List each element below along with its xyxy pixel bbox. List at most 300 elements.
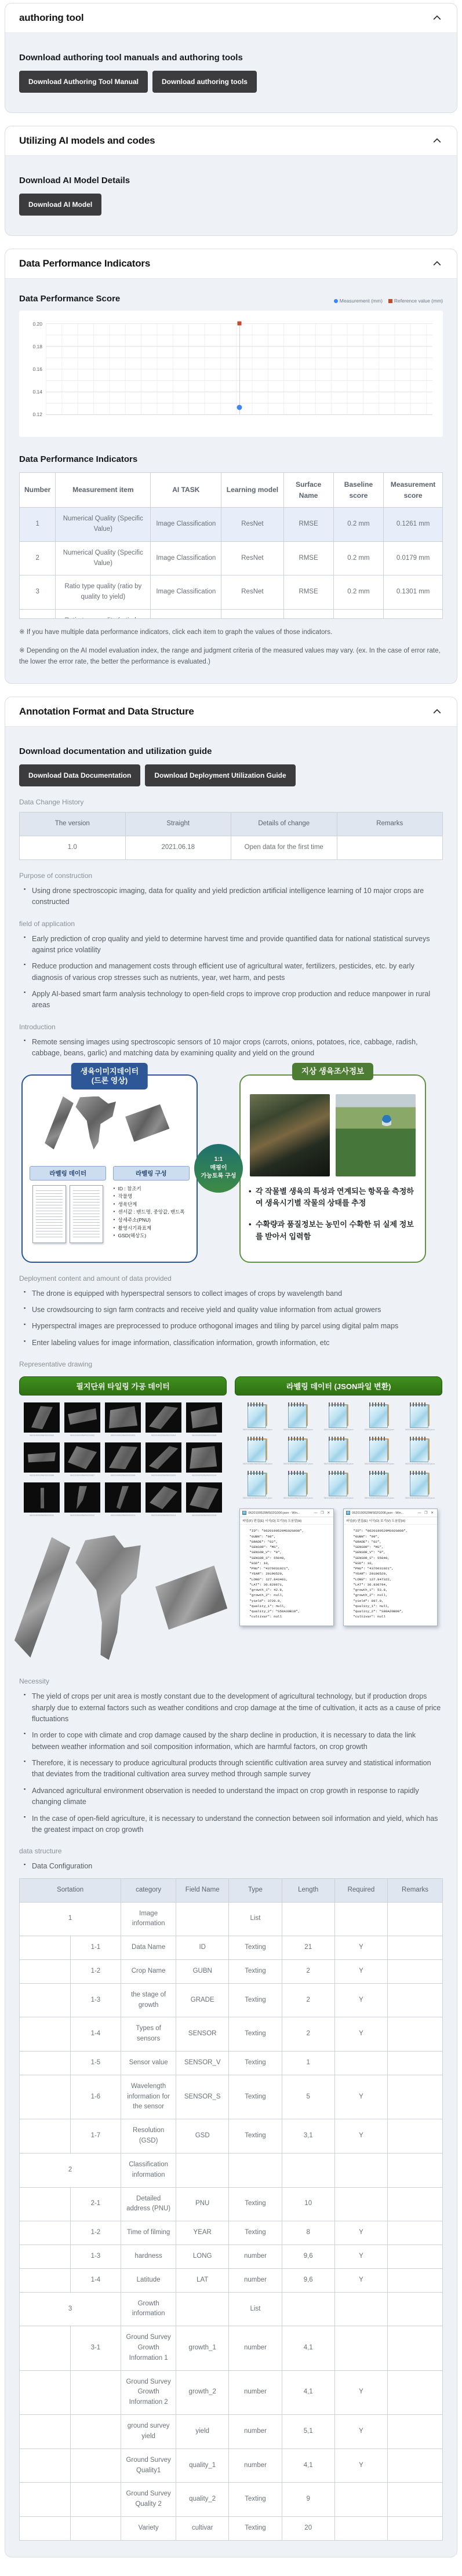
y-tick-label: 0.16 (32, 366, 42, 372)
table-cell: The version (20, 812, 126, 836)
json-caption: 0620190529MS02G014.json (364, 1496, 394, 1500)
table-cell[interactable]: Latitude (121, 2268, 176, 2292)
table-cell[interactable]: 1-1 (70, 1936, 121, 1960)
growth-image-data-title: 생육이미지데이터 (드론 영상) (71, 1063, 148, 1090)
table-cell[interactable]: SENSOR_V (176, 2052, 229, 2075)
table-cell[interactable] (388, 2370, 443, 2414)
field-of-application-list (19, 934, 443, 1011)
table-cell[interactable] (20, 2245, 71, 2268)
annotation-format-section (5, 697, 457, 2557)
table-cell[interactable]: Texting (229, 1983, 282, 2017)
table-cell[interactable]: Texting (229, 2187, 282, 2221)
table-cell[interactable]: List (229, 1902, 282, 1936)
table-cell[interactable]: 1 (20, 1902, 121, 1936)
ai-models-body (5, 156, 457, 235)
bullet-item: ▪ The drone is equipped with hyperspectral sensors to collect images of crops by wavelength band (19, 1288, 443, 1299)
table-cell[interactable]: Y (334, 2221, 387, 2245)
table-cell[interactable]: 3-1 (70, 2326, 121, 2370)
download-heading: Download authoring tool manuals and authoring tools (19, 53, 243, 63)
table-cell[interactable] (20, 2221, 71, 2245)
table-cell[interactable]: GRADE (176, 1983, 229, 2017)
table-cell[interactable] (176, 1902, 229, 1936)
table-cell[interactable]: number (229, 2245, 282, 2268)
table-cell[interactable] (56, 610, 151, 619)
table-cell[interactable] (151, 610, 221, 619)
y-tick-label: 0.12 (32, 411, 42, 417)
table-cell[interactable] (334, 2483, 387, 2517)
table-cell[interactable]: Y (334, 1936, 387, 1960)
crop-sample-images (30, 1095, 190, 1151)
table-cell[interactable] (20, 2268, 71, 2292)
table-cell[interactable]: ResNet (221, 508, 283, 542)
table-cell[interactable] (70, 2370, 121, 2414)
table-cell[interactable]: Detailed address (PNU) (121, 2187, 176, 2221)
data-change-history-table (19, 812, 443, 860)
download-deployment-utilization-guide-button[interactable]: Download Deployment Utilization Guide (145, 764, 295, 786)
json-caption: 0620190529MS02G003.json (323, 1428, 354, 1431)
table-cell: Measurement item (56, 473, 151, 508)
composition-item: • 센서값 : 밴드명, 중앙값, 밴드폭 (113, 1208, 190, 1216)
table-cell[interactable] (20, 2449, 71, 2483)
json-file-icon (361, 1437, 397, 1465)
table-cell[interactable] (20, 2370, 71, 2414)
table-cell[interactable]: Growth information (121, 2292, 176, 2326)
table-cell[interactable] (388, 2292, 443, 2326)
table-cell[interactable]: PNU (176, 2187, 229, 2221)
json-file-icon (239, 1402, 275, 1431)
table-cell[interactable]: 0.2 mm (333, 575, 383, 610)
table-cell[interactable]: yield (176, 2415, 229, 2449)
table-cell[interactable] (70, 2449, 121, 2483)
table-cell[interactable]: RMSE (283, 575, 333, 610)
table-cell[interactable] (388, 2245, 443, 2268)
notepad-menu-bar[interactable]: 파일(F) 편집(E) 서식(O) 보기(V) 도움말(H) (240, 1517, 333, 1525)
json-file-icon (321, 1471, 356, 1499)
table-cell[interactable]: 1 (20, 508, 56, 542)
tile-caption: 0620190529MS02G004 (151, 1434, 176, 1437)
table-cell[interactable] (334, 1902, 387, 1936)
table-cell: Remarks (337, 812, 443, 836)
table-cell[interactable]: Y (334, 1983, 387, 2017)
notepad-icon (242, 1511, 246, 1515)
table-cell[interactable] (388, 1983, 443, 2017)
json-content: "ID": "0620190529MS02G000", "GUBN": "08", "GRADE": "02", "SENSOR": "MS", "SENSOR_V": "0", "SENSOR_S": 55040, "GSD": 10, "PNU": "4376031021", "YEAR": 20190529, "LONG": 127.843401, "LAT": 36.828671, "growth_1": 42.8, "growth_2": null, "yield": 3720.9, "quality_1": null, "quality_2": "S50A30B10", "cultivar": null (249, 1529, 304, 1619)
chevron-up-icon[interactable] (431, 706, 443, 717)
table-cell[interactable]: Y (334, 2075, 387, 2119)
table-cell[interactable] (388, 2075, 443, 2119)
table-cell[interactable]: Y (334, 2415, 387, 2449)
tile-image (64, 1402, 100, 1437)
table-cell[interactable]: 1.0 (20, 836, 126, 859)
table-cell[interactable]: Texting (229, 1959, 282, 1983)
table-cell[interactable]: Texting (229, 2221, 282, 2245)
table-cell[interactable] (20, 1983, 71, 2017)
table-cell[interactable] (388, 2052, 443, 2075)
json-caption: 0620190529MS02G006.json (242, 1462, 272, 1466)
table-cell[interactable]: 0.1301 mm (384, 575, 443, 610)
table-cell[interactable]: number (229, 2415, 282, 2449)
table-cell[interactable] (282, 1902, 334, 1936)
table-cell[interactable] (20, 2326, 71, 2370)
table-cell[interactable] (388, 2326, 443, 2370)
table-cell[interactable]: 9,6 (282, 2268, 334, 2292)
table-cell[interactable]: the stage of growth (121, 1983, 176, 2017)
table-cell[interactable]: number (229, 2326, 282, 2370)
table-cell[interactable] (20, 2187, 71, 2221)
labeling-json-header: 라벨링 데이터 (JSON파일 변환) (235, 1376, 442, 1396)
tile-caption: 0620190529MS02G009 (151, 1474, 176, 1477)
table-cell[interactable]: Sensor value (121, 2052, 176, 2075)
table-cell[interactable]: 2-1 (70, 2187, 121, 2221)
table-cell[interactable]: ID (176, 1936, 229, 1960)
table-cell[interactable]: 1 (282, 2052, 334, 2075)
json-document-thumbnail (70, 1185, 103, 1243)
accordion-header-authoring-tool[interactable] (5, 3, 457, 33)
measurement-point[interactable] (237, 405, 242, 410)
table-cell[interactable]: 3,1 (282, 2119, 334, 2154)
tile-caption: 0620190529MS02G000 (29, 1434, 54, 1437)
chevron-up-icon[interactable] (431, 258, 443, 269)
table-cell[interactable] (388, 2268, 443, 2292)
table-cell[interactable] (20, 2119, 71, 2154)
table-cell[interactable]: Texting (229, 1936, 282, 1960)
ground-survey-info-title: 지상 생육조사정보 (292, 1063, 373, 1081)
tile-image (24, 1442, 60, 1477)
table-cell[interactable]: Numerical Quality (Specific Value) (56, 541, 151, 575)
table-cell[interactable]: 1-7 (70, 2119, 121, 2154)
table-cell[interactable]: Resolution (GSD) (121, 2119, 176, 2154)
json-caption: 0620190529MS02G007.json (283, 1462, 313, 1466)
tile-caption: 0620190529MS02G002 (70, 1434, 95, 1437)
table-cell[interactable]: 1-4 (70, 2017, 121, 2052)
table-cell[interactable]: 2 (20, 541, 56, 575)
table-cell[interactable]: Image Classification (151, 575, 221, 610)
authoring-tool-section (5, 3, 457, 113)
table-cell[interactable] (334, 2292, 387, 2326)
json-caption: 0620190529MS02G008.json (323, 1462, 354, 1466)
center-gridline (239, 323, 240, 414)
window-title: 0620190529MS02G000.json - Win... (248, 1511, 300, 1515)
table-cell[interactable]: hardness (121, 2245, 176, 2268)
table-cell[interactable]: Texting (229, 2483, 282, 2517)
section-title: Data Performance Indicators (19, 258, 151, 269)
table-cell[interactable]: 2 (282, 2017, 334, 2052)
json-content: "ID": "0620190529MS02G008", "GUBN": "09", "GRADE": "02", "SENSOR": "MS", "SENSOR_V": "0", "SENSOR_S": 55040, "GSD": 10, "PNU": "4376031021", "YEAR": 20190529, "LONG": 127.847322, "LAT": 36.830794, "growth_1": 53.8, "growth_2": null, "yield": 897.0, "quality_1": null, "quality_2": "S80A20B00", "cultivar": null (353, 1529, 408, 1619)
notepad-icon (346, 1511, 350, 1515)
indicators-table-clip[interactable] (19, 472, 443, 619)
json-caption: 0620190529MS02G004.json (364, 1428, 394, 1431)
table-cell[interactable]: Crop Name (121, 1959, 176, 1983)
download-data-documentation-button[interactable]: Download Data Documentation (19, 764, 140, 786)
table-cell[interactable]: Time of filming (121, 2221, 176, 2245)
table-cell[interactable]: number (229, 2370, 282, 2414)
table-cell[interactable]: 1-2 (70, 2221, 121, 2245)
table-cell[interactable]: YEAR (176, 2221, 229, 2245)
reference-value-point[interactable] (237, 322, 241, 326)
download-authoring-tool-manual-button[interactable]: Download Authoring Tool Manual (19, 71, 148, 93)
table-cell[interactable] (20, 2415, 71, 2449)
composition-item: • 촬영시기좌표계 (113, 1225, 190, 1233)
table-cell[interactable]: 10 (282, 2187, 334, 2221)
table-cell[interactable]: Y (334, 2370, 387, 2414)
y-tick-label: 0.14 (32, 389, 42, 395)
window-controls[interactable]: — ❐ ✕ (314, 1511, 332, 1515)
table-cell[interactable]: 2 (20, 2153, 121, 2187)
table-cell[interactable]: GUBN (176, 1959, 229, 1983)
table-cell[interactable]: Classification information (121, 2153, 176, 2187)
table-cell[interactable]: Y (334, 2245, 387, 2268)
table-cell[interactable] (176, 2292, 229, 2326)
table-cell[interactable]: 0.0179 mm (384, 541, 443, 575)
table-cell[interactable]: Variety (121, 2516, 176, 2540)
field-measurement-photo (250, 1094, 330, 1176)
table-cell[interactable]: quality_1 (176, 2449, 229, 2483)
table-cell[interactable]: LAT (176, 2268, 229, 2292)
table-cell[interactable]: SENSOR (176, 2017, 229, 2052)
table-cell[interactable]: cultivar (176, 2516, 229, 2540)
table-cell[interactable]: Texting (229, 2119, 282, 2154)
table-cell[interactable]: Texting (229, 2516, 282, 2540)
table-cell[interactable]: Data Name (121, 1936, 176, 1960)
deployment-content-label: Deployment content and amount of data provided (19, 1274, 172, 1282)
data-performance-indicators-table (19, 472, 443, 619)
table-cell[interactable]: 0.2 mm (333, 541, 383, 575)
table-cell[interactable] (388, 2119, 443, 2154)
table-cell[interactable]: RMSE (283, 541, 333, 575)
table-cell[interactable] (20, 1936, 71, 1960)
crop-image (75, 1096, 118, 1150)
table-cell[interactable]: SENSOR_S (176, 2075, 229, 2119)
accordion-header-annotation-format[interactable] (5, 697, 457, 727)
section-title: authoring tool (19, 12, 84, 23)
table-cell[interactable]: Numerical Quality (Specific Value) (56, 508, 151, 542)
bullet-item: ▪ Data Configuration (19, 1861, 443, 1872)
download-ai-model-button[interactable]: Download AI Model (19, 194, 101, 216)
table-cell[interactable]: Image Classification (151, 541, 221, 575)
table-cell[interactable] (388, 2017, 443, 2052)
table-cell[interactable] (334, 2516, 387, 2540)
table-cell[interactable] (388, 2187, 443, 2221)
table-cell: Surface Name (283, 473, 333, 508)
table-cell[interactable]: 5,1 (282, 2415, 334, 2449)
table-cell[interactable] (333, 610, 383, 619)
table-cell[interactable]: Ratio type quality (ratio by quality to yield) (56, 575, 151, 610)
table-cell[interactable] (20, 2052, 71, 2075)
table-cell[interactable]: number (229, 2449, 282, 2483)
table-cell[interactable]: Y (334, 2017, 387, 2052)
tile-caption: 0620190529MS02G012 (70, 1514, 95, 1517)
table-cell[interactable] (20, 2483, 71, 2517)
table-cell[interactable]: Open data for the first time (231, 836, 337, 859)
representative-drawing (19, 1376, 443, 1666)
table-cell[interactable] (70, 2483, 121, 2517)
table-cell[interactable]: 1-3 (70, 1983, 121, 2017)
table-cell[interactable]: Ground Survey Quality1 (121, 2449, 176, 2483)
table-cell[interactable] (282, 2292, 334, 2326)
table-cell[interactable]: LONG (176, 2245, 229, 2268)
table-cell[interactable] (221, 610, 283, 619)
table-cell[interactable]: ResNet (221, 541, 283, 575)
table-cell: Type (229, 1878, 282, 1902)
json-file-icon (239, 1437, 275, 1465)
table-cell[interactable]: Y (334, 2119, 387, 2154)
json-file-icon (321, 1437, 356, 1465)
tile-image-grid (19, 1396, 227, 1520)
download-authoring-tools-button[interactable]: Download authoring tools (152, 71, 257, 93)
table-cell[interactable]: quality_2 (176, 2483, 229, 2517)
tile-image (64, 1482, 100, 1517)
table-cell[interactable] (334, 2153, 387, 2187)
table-cell[interactable]: Image information (121, 1902, 176, 1936)
data-performance-section (5, 249, 457, 684)
authoring-tool-body (5, 33, 457, 112)
table-cell[interactable]: 1-6 (70, 2075, 121, 2119)
window-title: 0620190529MS02G008.json - Win... (352, 1511, 404, 1515)
table-cell: Baseline score (333, 473, 383, 508)
composition-item: • 생육단계 (113, 1201, 190, 1209)
table-cell[interactable]: Texting (229, 2075, 282, 2119)
table-cell[interactable]: 4,1 (282, 2326, 334, 2370)
table-cell[interactable] (337, 836, 443, 859)
table-cell[interactable]: number (229, 2268, 282, 2292)
table-cell[interactable] (334, 2052, 387, 2075)
table-cell[interactable]: Y (334, 1959, 387, 1983)
table-cell[interactable] (20, 1959, 71, 1983)
table-cell[interactable] (384, 610, 443, 619)
table-cell[interactable] (176, 2153, 229, 2187)
table-cell[interactable] (20, 2516, 71, 2540)
table-cell[interactable] (20, 2017, 71, 2052)
table-cell: Length (282, 1878, 334, 1902)
table-cell[interactable]: Texting (229, 2017, 282, 2052)
table-cell[interactable] (388, 1959, 443, 1983)
table-cell[interactable] (70, 2516, 121, 2540)
table-cell[interactable]: 3 (20, 575, 56, 610)
composition-item: • 상세주소(PNU) (113, 1216, 190, 1225)
table-cell[interactable] (388, 2449, 443, 2483)
table-cell[interactable]: 2 (282, 1959, 334, 1983)
table-cell[interactable]: 9 (282, 2483, 334, 2517)
table-cell[interactable]: 1-2 (70, 1959, 121, 1983)
table-cell[interactable] (388, 2221, 443, 2245)
table-cell[interactable]: 1-5 (70, 2052, 121, 2075)
table-cell[interactable]: 2 (282, 1983, 334, 2017)
labeling-data-pill: 라벨링 데이터 (30, 1166, 106, 1180)
chevron-up-icon[interactable] (431, 135, 443, 147)
table-cell[interactable]: RMSE (283, 508, 333, 542)
table-cell[interactable] (388, 2153, 443, 2187)
table-cell: Measurement score (384, 473, 443, 508)
accordion-header-data-performance[interactable] (5, 249, 457, 279)
table-cell[interactable]: 1-3 (70, 2245, 121, 2268)
tile-image (186, 1402, 222, 1437)
table-cell[interactable]: 4,1 (282, 2370, 334, 2414)
table-cell[interactable]: 21 (282, 1936, 334, 1960)
table-cell[interactable] (388, 2483, 443, 2517)
tile-caption: 0620190529MS02G008 (110, 1474, 136, 1477)
table-cell[interactable]: 0.2 mm (333, 508, 383, 542)
json-file-icon (402, 1402, 438, 1431)
table-cell[interactable]: 8 (282, 2221, 334, 2245)
table-cell[interactable]: GSD (176, 2119, 229, 2154)
table-cell[interactable]: growth_1 (176, 2326, 229, 2370)
bullet-item: ▪ Using drone spectroscopic imaging, data for quality and yield prediction artificial intelligence learning of 10 major crops are constructed (19, 886, 443, 908)
table-cell[interactable]: Ground Survey Growth Information 1 (121, 2326, 176, 2370)
table-cell[interactable]: 9,6 (282, 2245, 334, 2268)
table-cell[interactable] (388, 2415, 443, 2449)
table-cell[interactable]: Y (334, 2268, 387, 2292)
table-cell[interactable]: 1-4 (70, 2268, 121, 2292)
table-cell[interactable]: 3 (20, 2292, 121, 2326)
section-title: Annotation Format and Data Structure (19, 706, 194, 717)
table-cell[interactable]: Image Classification (151, 508, 221, 542)
introduction-list (19, 1037, 443, 1059)
json-file-icon (402, 1437, 438, 1465)
crop-shape (73, 1535, 143, 1660)
table-cell[interactable]: 2021.06.18 (125, 836, 231, 859)
table-cell[interactable] (334, 2187, 387, 2221)
table-cell[interactable]: Types of sensors (121, 2017, 176, 2052)
json-caption: 0620190529MS02G000.json (242, 1428, 272, 1431)
bullet-item: ▪ Hyperspectral images are preprocessed to produce orthogonal images and tiling by parcel using digital palm maps (19, 1321, 443, 1332)
table-cell[interactable]: 4,1 (282, 2449, 334, 2483)
purpose-of-construction-label: Purpose of construction (19, 871, 93, 880)
notepad-menu-bar[interactable]: 파일(F) 편집(E) 서식(O) 보기(V) 도움말(H) (344, 1517, 437, 1525)
table-cell[interactable] (334, 2326, 387, 2370)
table-cell[interactable]: Texting (229, 2052, 282, 2075)
bullet-item: ▪ In the case of open-field agriculture, it is necessary to understand the connection between soil information and yield, which has the greatest impact on crop growth (19, 1813, 443, 1836)
table-cell[interactable]: Y (334, 2449, 387, 2483)
table-cell[interactable] (388, 1902, 443, 1936)
chevron-up-icon[interactable] (431, 12, 443, 24)
table-cell[interactable] (70, 2415, 121, 2449)
notepad-windows (235, 1503, 442, 1628)
table-cell[interactable] (229, 2153, 282, 2187)
table-cell: category (121, 1878, 176, 1902)
tiling-data-header: 필지단위 타일링 가공 데이터 (19, 1376, 227, 1396)
table-cell[interactable]: ResNet (221, 575, 283, 610)
json-file-icon (402, 1471, 438, 1499)
table-cell[interactable]: growth_2 (176, 2370, 229, 2414)
table-cell[interactable]: ground survey yield (121, 2415, 176, 2449)
table-cell[interactable]: Ground Survey Quality 2 (121, 2483, 176, 2517)
tile-image (145, 1482, 181, 1517)
table-cell[interactable]: 5 (282, 2075, 334, 2119)
window-controls[interactable]: — ❐ ✕ (417, 1511, 435, 1515)
data-structure-list (19, 1861, 443, 1872)
tile-image (64, 1442, 100, 1477)
deployment-list (19, 1288, 443, 1349)
purpose-list (19, 886, 443, 908)
accordion-header-ai-models[interactable] (5, 126, 457, 156)
table-cell[interactable] (20, 610, 56, 619)
table-cell[interactable] (388, 1936, 443, 1960)
notepad-window (239, 1509, 334, 1626)
table-cell[interactable] (283, 610, 333, 619)
table-cell[interactable] (282, 2153, 334, 2187)
tile-caption: 0620190529MS02G005 (191, 1434, 217, 1437)
table-cell[interactable]: 0.1261 mm (384, 508, 443, 542)
table-cell[interactable]: Ground Survey Growth Information 2 (121, 2370, 176, 2414)
table-cell[interactable]: List (229, 2292, 282, 2326)
json-caption: 0620190529MS02G005.json (405, 1428, 435, 1431)
table-cell[interactable]: 20 (282, 2516, 334, 2540)
json-caption: 0620190529MS02G012.json (283, 1496, 313, 1500)
representative-drawing-label: Representative drawing (19, 1360, 93, 1369)
table-cell[interactable] (20, 2075, 71, 2119)
table-cell[interactable]: Wavelength information for the sensor (121, 2075, 176, 2119)
table-cell[interactable] (388, 2516, 443, 2540)
